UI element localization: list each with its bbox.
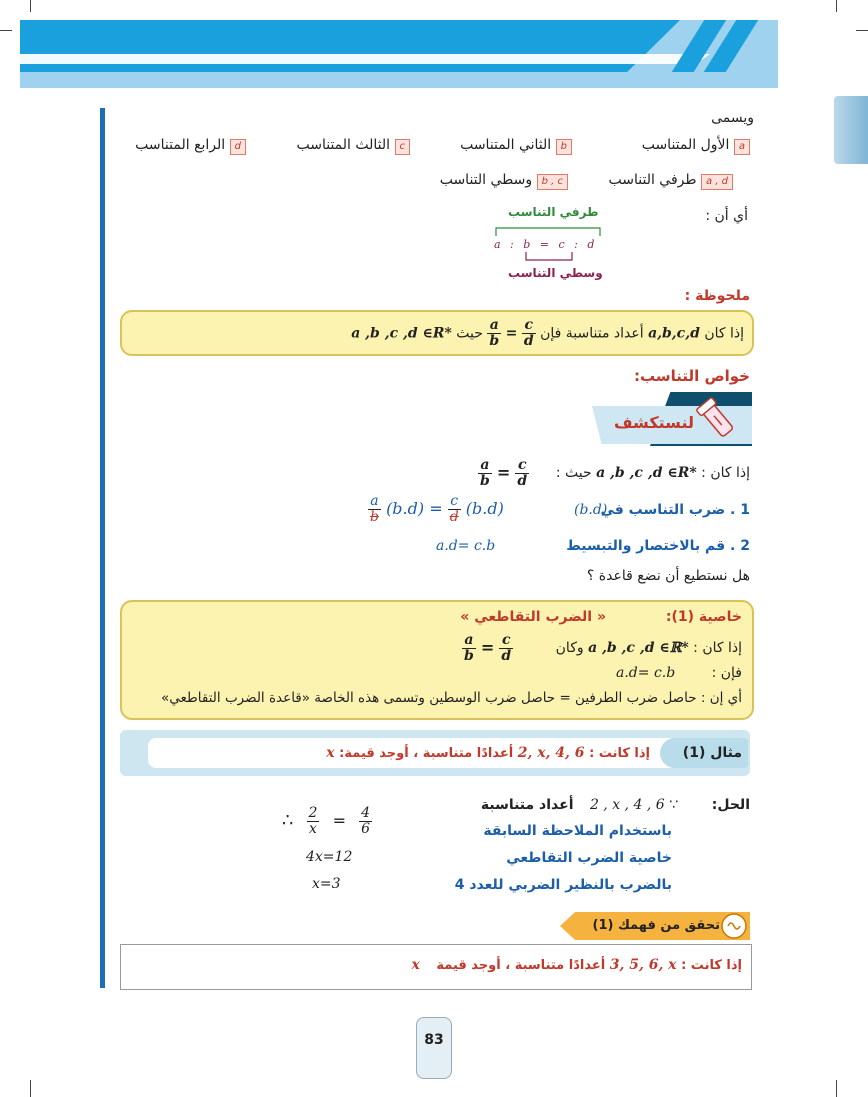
step2-result: a.d= c.b (436, 538, 496, 554)
note-set: a ,b ,c ,d ∈R* (351, 325, 452, 342)
check-text-start: إذا كانت : (681, 958, 742, 973)
explore-step2 (566, 538, 750, 554)
solution-given (481, 797, 678, 813)
step1-lhs-factor: (b.d) (386, 499, 425, 518)
frac-num: c (522, 318, 536, 334)
note-where: حيث (456, 325, 483, 342)
frac-den: b (464, 648, 474, 664)
frac-num: a (368, 494, 381, 510)
explore-equation: $\frac{a}{b}$ = $\frac{c}{d}$ (480, 457, 528, 489)
example-text (326, 745, 650, 761)
diagram-expression: a : b = c : d (494, 238, 598, 251)
check-label: تحقق من فهمك (1) (592, 918, 720, 933)
term-first (642, 137, 750, 155)
step1-math: (b.d) (574, 502, 608, 518)
frac-num: 2 (308, 805, 318, 821)
explore-set: a ,b ,c ,d ∈R* (596, 465, 697, 481)
property-meaning: أي إن : حاصل ضرب الطرفين = حاصل ضرب الوسطين وتسمى هذه الخاصة «قاعدة الضرب التقاطعي» (161, 690, 742, 706)
solution-reason-3: بالضرب بالنظير الضربي للعدد 4 (454, 877, 672, 893)
example-text-start: إذا كانت : (589, 746, 650, 761)
property-title: خاصية (1): (665, 609, 742, 625)
page-number: 83 (416, 1017, 452, 1079)
explore-frac-left (478, 458, 492, 489)
step1-frac-left (368, 494, 381, 525)
term-label: الرابع المتناسب (135, 137, 226, 153)
term-fourth (135, 137, 246, 155)
solution-equation-3: x=3 (312, 876, 341, 892)
frac-num: c (499, 633, 513, 649)
note-title: ملحوظة : (684, 288, 750, 304)
note-frac-right (522, 318, 536, 349)
property-set: a ,b ,c ,d ∈ℝ* (588, 640, 689, 656)
margin-bar (100, 108, 105, 988)
note-equation: $\frac{a}{b}$ = $\frac{c}{d}$ (489, 317, 534, 349)
explore-if-text: إذا كان : (701, 465, 750, 481)
property-if-text: إذا كان : (693, 640, 742, 656)
term-label: الأول المتناسب (641, 137, 730, 153)
explore-step1 (600, 502, 750, 518)
flashlight-icon (694, 396, 742, 442)
frac-den: b (480, 473, 490, 489)
crop-mark (30, 1080, 31, 1097)
note-vars: a,b,c,d (648, 325, 700, 342)
frac-den: x (309, 821, 317, 837)
note-text (351, 318, 744, 349)
frac-den: b (370, 509, 379, 525)
solution-frac-right (359, 806, 372, 837)
means-label: وسطي التناسب (439, 172, 533, 188)
note-frac-left (487, 318, 501, 349)
explore-label: لنستكشف (614, 413, 694, 432)
term-tag: a (734, 139, 750, 155)
solution-reason-2: خاصية الضرب التقاطعي (506, 850, 672, 866)
step1-frac-right (448, 494, 461, 525)
frac-num: 4 (361, 805, 370, 821)
property-result: a.d= c.b (616, 665, 676, 681)
solution-equation-2: 4x=12 (306, 849, 353, 865)
property-then: فإن : (711, 665, 742, 681)
note-text-mid: أعداد متناسبة فإن (540, 325, 644, 342)
frac-num: a (487, 318, 501, 334)
diagram-bottom-label: وسطي التناسب (508, 266, 603, 280)
term-third (296, 137, 410, 155)
frac-num: a (478, 458, 492, 474)
check-text-end: أعدادًا متناسبة ، أوجد قيمة (436, 958, 606, 973)
header-banner-stripe (20, 20, 680, 72)
therefore-symbol: ∴ (282, 810, 294, 831)
brain-icon (720, 912, 748, 940)
crop-mark (0, 30, 12, 31)
check-text (411, 957, 742, 973)
solution-reason-1: باستخدام الملاحظة السابقة (483, 823, 672, 839)
term-tag: d (230, 139, 246, 155)
property-frac-right (499, 633, 513, 664)
extremes-term (609, 172, 734, 190)
frac-den: d (517, 473, 528, 489)
explore-question: هل نستطيع أن نضع قاعدة ؟ (586, 568, 750, 584)
frac-den: d (523, 333, 534, 349)
frac-num: c (515, 458, 529, 474)
properties-title: خواص التناسب: (633, 367, 750, 385)
check-var: x (411, 957, 420, 973)
frac-den: d (501, 648, 512, 664)
term-label: الثالث المتناسب (296, 137, 391, 153)
frac-num: c (448, 494, 461, 510)
diagram-top-label: طرفي التناسب (508, 205, 599, 219)
check-numbers: 3, 5, 6, x (609, 957, 677, 973)
example-text-end: أعدادًا متناسبة ، أوجد قيمة: (339, 746, 514, 761)
explore-where: حيث : (555, 465, 592, 481)
given-text: أعداد متناسبة (480, 797, 574, 813)
frac-den: d (449, 509, 459, 525)
step1-text: ضرب التناسب في (600, 502, 726, 518)
header-banner-line (20, 54, 710, 64)
crop-mark (836, 1080, 837, 1097)
means-tag: b , c (537, 174, 568, 190)
property-if (556, 640, 742, 656)
property-frac-left (462, 633, 476, 664)
given-numbers: 2 , x , 4 , 6 (589, 797, 665, 813)
crop-mark (836, 0, 837, 12)
example-label: مثال (1) (682, 745, 742, 761)
step2-text: قم بالاختصار والتبسيط (566, 538, 726, 554)
property-equation: $\frac{a}{b}$ = $\frac{c}{d}$ (464, 632, 512, 664)
example-var: x (326, 745, 335, 761)
means-term (440, 172, 568, 190)
property-and: وكان (555, 640, 584, 656)
frac-den: b (489, 333, 500, 349)
property-name: « الضرب التقاطعي » (460, 609, 606, 625)
term-tag: b (556, 139, 572, 155)
note-text-start: إذا كان (704, 325, 744, 342)
term-label: الثاني المتناسب (460, 137, 552, 153)
solution-label: الحل: (711, 797, 750, 813)
step1-equation: $\frac{a}{b}$ (b.d) = $\frac{c}{d}$ (b.d) (370, 493, 504, 525)
extremes-tag: a , d (701, 174, 733, 190)
intro-text: ويسمى (711, 110, 754, 126)
explore-frac-right (515, 458, 529, 489)
extremes-label: طرفي التناسب (608, 172, 697, 188)
chapter-tab (834, 96, 868, 164)
diagram-lead: أي أن : (705, 208, 748, 224)
term-tag: c (395, 139, 411, 155)
solution-frac-left (307, 806, 320, 837)
crop-mark (856, 30, 868, 31)
step2-number: 2 . (730, 538, 750, 554)
explore-if (556, 465, 750, 481)
given-symbol: ∵ (669, 797, 678, 813)
step1-rhs-factor: (b.d) (465, 499, 504, 518)
step1-number: 1 . (730, 502, 750, 518)
frac-num: a (462, 633, 476, 649)
solution-equation-1: ∴ $\frac{2}{x}$ = $\frac{4}{6}$ (282, 805, 370, 837)
crop-mark (30, 0, 31, 12)
term-second (460, 137, 572, 155)
frac-den: 6 (361, 821, 370, 837)
example-numbers: 2, x, 4, 6 (517, 745, 585, 761)
